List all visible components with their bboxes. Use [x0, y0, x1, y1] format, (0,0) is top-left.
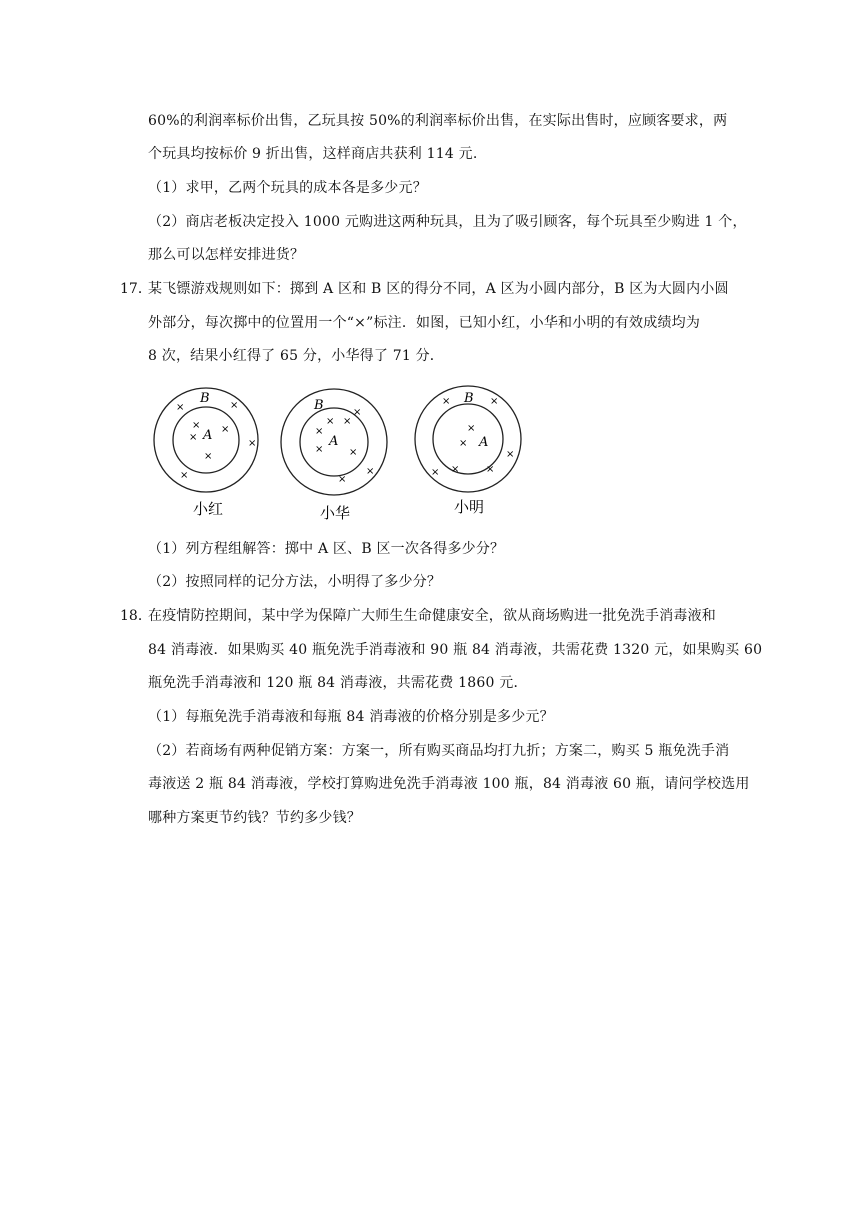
q18-line-3: 瓶免洗手消毒液和 120 瓶 84 消毒液，共需花费 1860 元．: [148, 675, 528, 691]
zone-b-label: B: [314, 398, 324, 413]
hit-mark: ×: [343, 416, 352, 427]
hit-mark: ×: [176, 402, 185, 413]
hit-mark: ×: [467, 423, 476, 434]
target-name: 小华: [320, 504, 351, 522]
q18-sub-2-cont2: 哪种方案更节约钱？节约多少钱？: [148, 810, 361, 826]
hit-mark: ×: [506, 449, 515, 460]
q17-number: 17．: [120, 281, 152, 297]
zone-a-label: A: [479, 435, 489, 450]
zone-a-label: A: [329, 434, 339, 449]
q18-line-2: 84 消毒液．如果购买 40 瓶免洗手消毒液和 90 瓶 84 消毒液，共需花费 1320 元，如果购买 60: [148, 642, 763, 658]
q17-line-3: 8 次，结果小红得了 65 分，小华得了 71 分．: [148, 348, 444, 364]
q16-sub-2: （2）商店老板决定投入 1000 元购进这两种玩具，且为了吸引顾客，每个玩具至少购进 1 个，: [148, 214, 747, 230]
hit-mark: ×: [180, 470, 189, 481]
q17-sub-1: （1）列方程组解答：掷中 A 区、B 区一次各得多少分？: [148, 541, 505, 557]
q16-sub-2-cont: 那么可以怎样安排进货？: [148, 247, 305, 263]
hit-mark: ×: [353, 407, 362, 418]
hit-mark: ×: [459, 438, 468, 449]
hit-mark: ×: [192, 420, 201, 431]
q17-line-2: 外部分，每次掷中的位置用一个“×”标注．如图，已知小红，小华和小明的有效成绩均为: [148, 315, 701, 331]
zone-b-label: B: [200, 391, 210, 406]
hit-mark: ×: [486, 464, 495, 475]
q16-sub-1: （1）求甲，乙两个玩具的成本各是多少元？: [148, 180, 427, 196]
hit-mark: ×: [431, 467, 440, 478]
zone-b-label: B: [464, 391, 474, 406]
target-name: 小明: [454, 498, 485, 516]
hit-mark: ×: [221, 424, 230, 435]
q18-sub-2-cont: 毒液送 2 瓶 84 消毒液，学校打算购进免洗手消毒液 100 瓶，84 消毒液 60 瓶，请问学校选用: [148, 776, 750, 792]
target-name: 小红: [193, 500, 224, 518]
hit-mark: ×: [326, 416, 335, 427]
target-xiaohong: [154, 388, 258, 518]
q16-line-1: 60%的利润率标价出售，乙玩具按 50%的利润率标价出售，在实际出售时，应顾客要求，两: [148, 113, 728, 129]
hit-mark: ×: [230, 400, 239, 411]
hit-mark: ×: [442, 396, 451, 407]
dart-targets-figure: [148, 382, 548, 522]
hit-mark: ×: [248, 438, 257, 449]
hit-mark: ×: [349, 447, 358, 458]
q16-line-2: 个玩具均按标价 9 折出售，这样商店共获利 114 元.: [148, 146, 478, 162]
q18-line-1: 在疫情防控期间，某中学为保障广大师生生命健康安全，欲从商场购进一批免洗手消毒液和: [148, 608, 716, 624]
hit-mark: ×: [189, 432, 198, 443]
q17-sub-2: （2）按照同样的记分方法，小明得了多少分？: [148, 574, 442, 590]
target-xiaoming: [415, 386, 521, 516]
hit-mark: ×: [315, 444, 324, 455]
q18-sub-2: （2）若商场有两种促销方案：方案一，所有购买商品均打九折；方案二，购买 5 瓶免洗手消: [148, 743, 730, 759]
q17-line-1: 某飞镖游戏规则如下：掷到 A 区和 B 区的得分不同，A 区为小圆内部分，B 区为大圆内小圆: [148, 281, 729, 297]
hit-mark: ×: [204, 451, 213, 462]
hit-mark: ×: [490, 396, 499, 407]
q18-sub-1: （1）每瓶免洗手消毒液和每瓶 84 消毒液的价格分别是多少元？: [148, 709, 554, 725]
hit-mark: ×: [366, 466, 375, 477]
target-xiaohua: [281, 389, 387, 522]
hit-mark: ×: [315, 426, 324, 437]
q18-number: 18．: [120, 608, 152, 624]
hit-mark: ×: [338, 474, 347, 485]
hit-mark: ×: [451, 464, 460, 475]
zone-a-label: A: [203, 428, 213, 443]
